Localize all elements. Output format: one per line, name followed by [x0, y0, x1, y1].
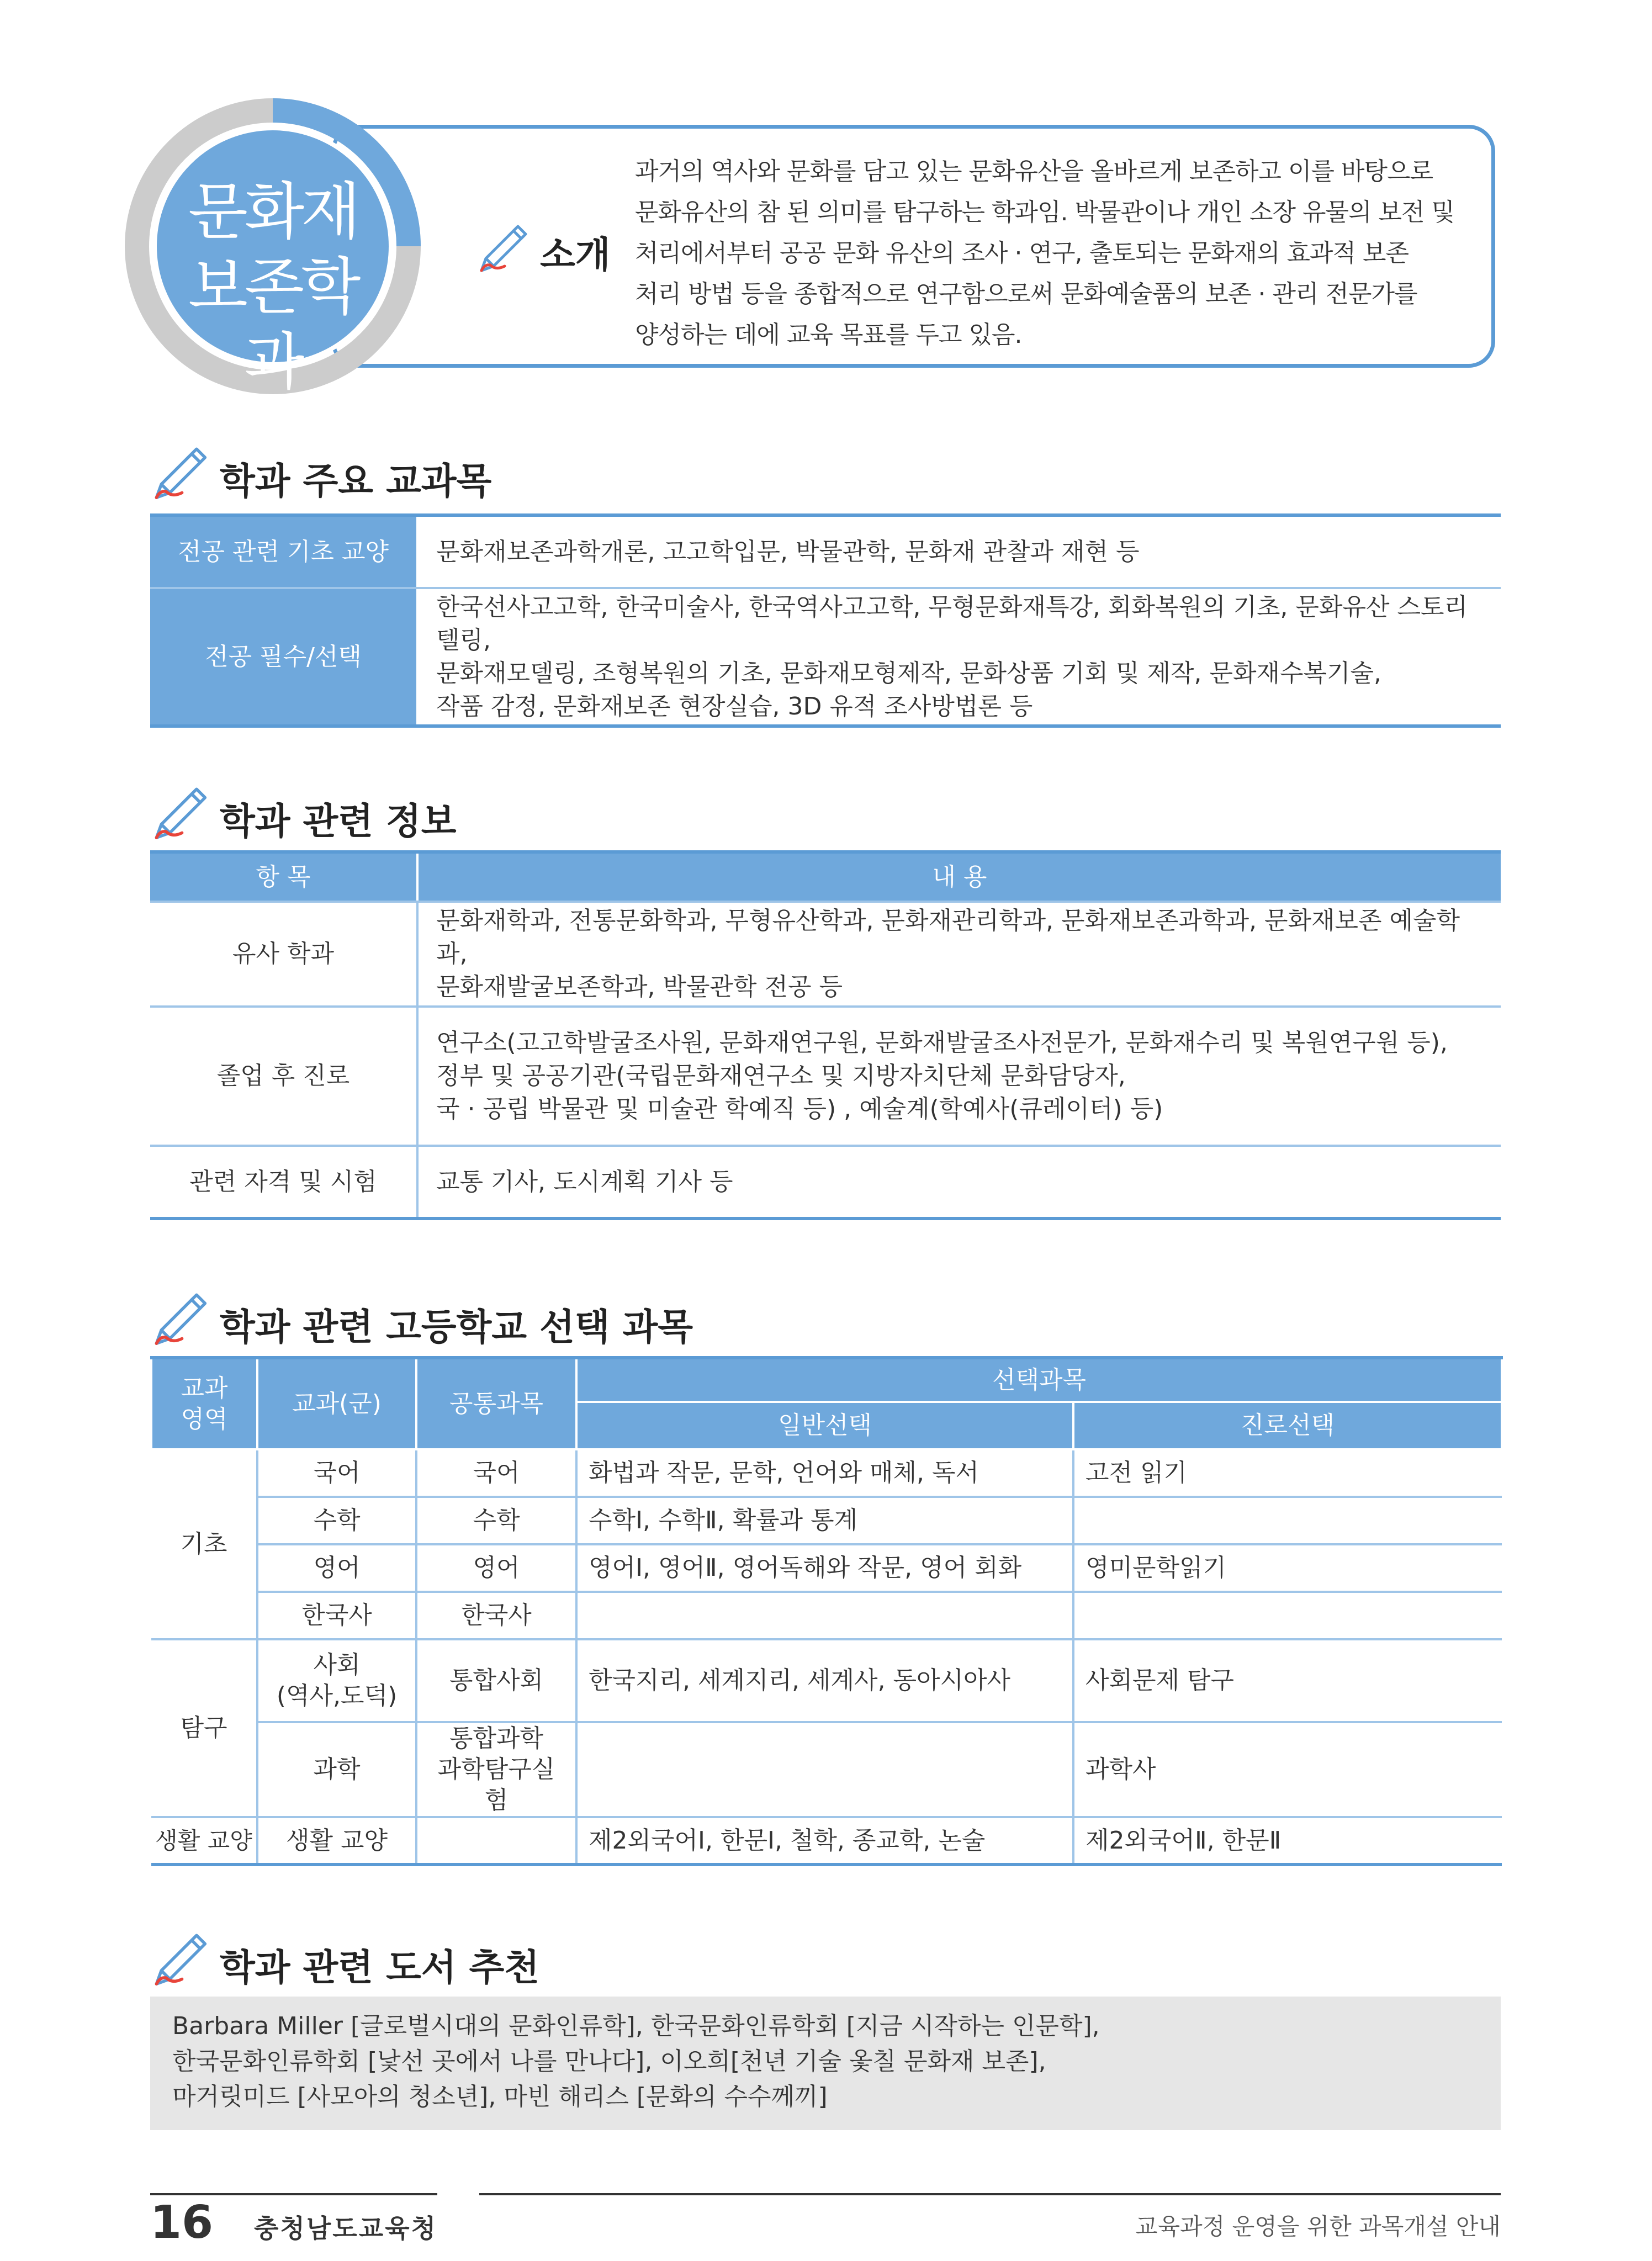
- table-row: [151, 1639, 1502, 1722]
- section-heading-courses: [148, 442, 1473, 502]
- table-row: [151, 1497, 1502, 1544]
- section-heading-books: [148, 1928, 1473, 1989]
- header-group: 교과(군): [257, 1358, 416, 1449]
- area-cell: 생활 교양: [151, 1817, 257, 1865]
- group-cell: 영어: [257, 1544, 416, 1592]
- table-header-row: [150, 852, 1501, 902]
- common-cell: [416, 1817, 576, 1865]
- table-row: [151, 1722, 1502, 1817]
- intro-description: 과거의 역사와 문화를 담고 있는 문화유산을 올바르게 보존하고 이를 바탕으로 문화유산의 참 된 의미를 탐구하는 학과임. 박물관이나 개인 소장 유물의 보전 및 처리에서부터 공공 문화 유산의 조사 · 연구, 출토되는 문화재의 효과적 보존 처리 방법 등을 종합적으로 연구함으로써 문화예술품의 보존 · 관리 전문가를 양성하는 데에 교육 목표를 두고 있음.: [635, 157, 1454, 349]
- general-cell: 영어Ⅰ, 영어Ⅱ, 영어독해와 작문, 영어 회화: [576, 1544, 1073, 1592]
- table-row: [151, 1817, 1502, 1865]
- group-cell: 사회 (역사,도덕): [257, 1639, 416, 1722]
- group-cell: 국어: [257, 1449, 416, 1497]
- common-cell: 한국사: [416, 1592, 576, 1639]
- table-row: [150, 902, 1501, 1007]
- footer-organization: 충청남도교육청: [254, 2214, 438, 2243]
- section-title: 학과 관련 도서 추천: [220, 1946, 539, 1989]
- row-label: 전공 필수/선택: [150, 588, 417, 726]
- section-heading-hs-subjects: [148, 1288, 1473, 1348]
- row-content: 교통 기사, 도시계획 기사 등: [417, 1146, 1501, 1219]
- common-cell: 통합사회: [416, 1639, 576, 1722]
- row-content: 연구소(고고학발굴조사원, 문화재연구원, 문화재발굴조사전문가, 문화재수리 및 복원연구원 등), 정부 및 공공기관(국립문화재연구소 및 지방자치단체 문화담당자, 국 · 공립 박물관 및 미술관 학예직 등) , 예술계(학예사(큐레이터) 등): [417, 1007, 1501, 1146]
- group-cell: 수학: [257, 1497, 416, 1544]
- book-line: Barbara Miller [글로벌시대의 문화인류학], 한국문화인류학회 [지금 시작하는 인문학],: [172, 2012, 1100, 2040]
- section-title: 학과 관련 정보: [220, 800, 457, 843]
- row-label: 졸업 후 진로: [150, 1007, 417, 1146]
- career-cell: [1073, 1497, 1502, 1544]
- row-content: 한국선사고고학, 한국미술사, 한국역사고고학, 무형문화재특강, 회화복원의 기초, 문화유산 스토리텔링, 문화재모델링, 조형복원의 기초, 문화재모형제작, 문화상품 기회 및 제작, 문화재수복기술, 작품 감정, 문화재보존 현장실습, 3D 유적 조사방법론 등: [417, 588, 1501, 726]
- career-cell: [1073, 1592, 1502, 1639]
- pencil-icon: [148, 782, 209, 843]
- table-row: [150, 1146, 1501, 1219]
- group-cell: 한국사: [257, 1592, 416, 1639]
- section-heading-info: [148, 782, 1473, 843]
- career-cell: 고전 읽기: [1073, 1449, 1502, 1497]
- general-cell: 수학Ⅰ, 수학Ⅱ, 확률과 통계: [576, 1497, 1073, 1544]
- header-item: 항 목: [150, 852, 417, 902]
- pencil-icon: [148, 1288, 209, 1348]
- row-label: 관련 자격 및 시험: [150, 1146, 417, 1219]
- courses-table: [150, 513, 1501, 728]
- info-table: [150, 850, 1501, 1220]
- table-row: [150, 1007, 1501, 1146]
- header-content: 내 용: [417, 852, 1501, 902]
- common-cell: 수학: [416, 1497, 576, 1544]
- general-cell: [576, 1592, 1073, 1639]
- table-row: [151, 1449, 1502, 1497]
- table-header-row: [151, 1358, 1502, 1402]
- footer-guide-title: 교육과정 운영을 위한 과목개설 안내: [1135, 2213, 1501, 2240]
- common-cell: 영어: [416, 1544, 576, 1592]
- header-elective: 선택과목: [576, 1358, 1502, 1402]
- general-cell: 제2외국어Ⅰ, 한문Ⅰ, 철학, 종교학, 논술: [576, 1817, 1073, 1865]
- group-cell: 과학: [257, 1722, 416, 1817]
- row-label: 전공 관련 기초 교양: [150, 515, 417, 588]
- header-area: 교과 영역: [151, 1358, 257, 1449]
- page-number: 16: [150, 2196, 214, 2249]
- common-cell: 통합과학 과학탐구실험: [416, 1722, 576, 1817]
- book-line: 마거릿미드 [사모아의 청소년], 마빈 해리스 [문화의 수수께끼]: [172, 2083, 828, 2111]
- table-row: [150, 515, 1501, 588]
- section-title: 학과 관련 고등학교 선택 과목: [220, 1306, 693, 1348]
- common-cell: 국어: [416, 1449, 576, 1497]
- row-content: 문화재보존과학개론, 고고학입문, 박물관학, 문화재 관찰과 재현 등: [417, 515, 1501, 588]
- footer-divider: [479, 2193, 1501, 2195]
- general-cell: [576, 1722, 1073, 1817]
- row-content: 문화재학과, 전통문화학과, 무형유산학과, 문화재관리학과, 문화재보존과학과, 문화재보존 예술학과, 문화재발굴보존학과, 박물관학 전공 등: [417, 902, 1501, 1007]
- hs-subjects-table: [150, 1356, 1503, 1866]
- book-recommendations: [150, 1997, 1501, 2130]
- career-cell: 사회문제 탐구: [1073, 1639, 1502, 1722]
- table-row: [151, 1544, 1502, 1592]
- footer-divider: [150, 2193, 437, 2195]
- header-common: 공통과목: [416, 1358, 576, 1449]
- pencil-icon: [474, 220, 529, 275]
- book-line: 한국문화인류학회 [낯선 곳에서 나를 만나다], 이오희[천년 기술 옻칠 문화재 보존],: [172, 2047, 1046, 2075]
- group-cell: 생활 교양: [257, 1817, 416, 1865]
- table-row: [151, 1592, 1502, 1639]
- career-cell: 영미문학읽기: [1073, 1544, 1502, 1592]
- general-cell: 한국지리, 세계지리, 세계사, 동아시아사: [576, 1639, 1073, 1722]
- row-label: 유사 학과: [150, 902, 417, 1007]
- area-cell: 기초: [151, 1449, 257, 1639]
- intro-label: 소개: [540, 234, 611, 276]
- pencil-icon: [148, 1928, 209, 1989]
- career-cell: 제2외국어Ⅱ, 한문Ⅱ: [1073, 1817, 1502, 1865]
- header-general: 일반선택: [576, 1402, 1073, 1449]
- table-row: [150, 588, 1501, 726]
- general-cell: 화법과 작문, 문학, 언어와 매체, 독서: [576, 1449, 1073, 1497]
- section-title: 학과 주요 교과목: [220, 460, 492, 502]
- pencil-icon: [148, 442, 209, 502]
- area-cell: 탐구: [151, 1639, 257, 1817]
- career-cell: 과학사: [1073, 1722, 1502, 1817]
- header-career: 진로선택: [1073, 1402, 1502, 1449]
- department-title: 문화재 보존학과: [188, 176, 358, 398]
